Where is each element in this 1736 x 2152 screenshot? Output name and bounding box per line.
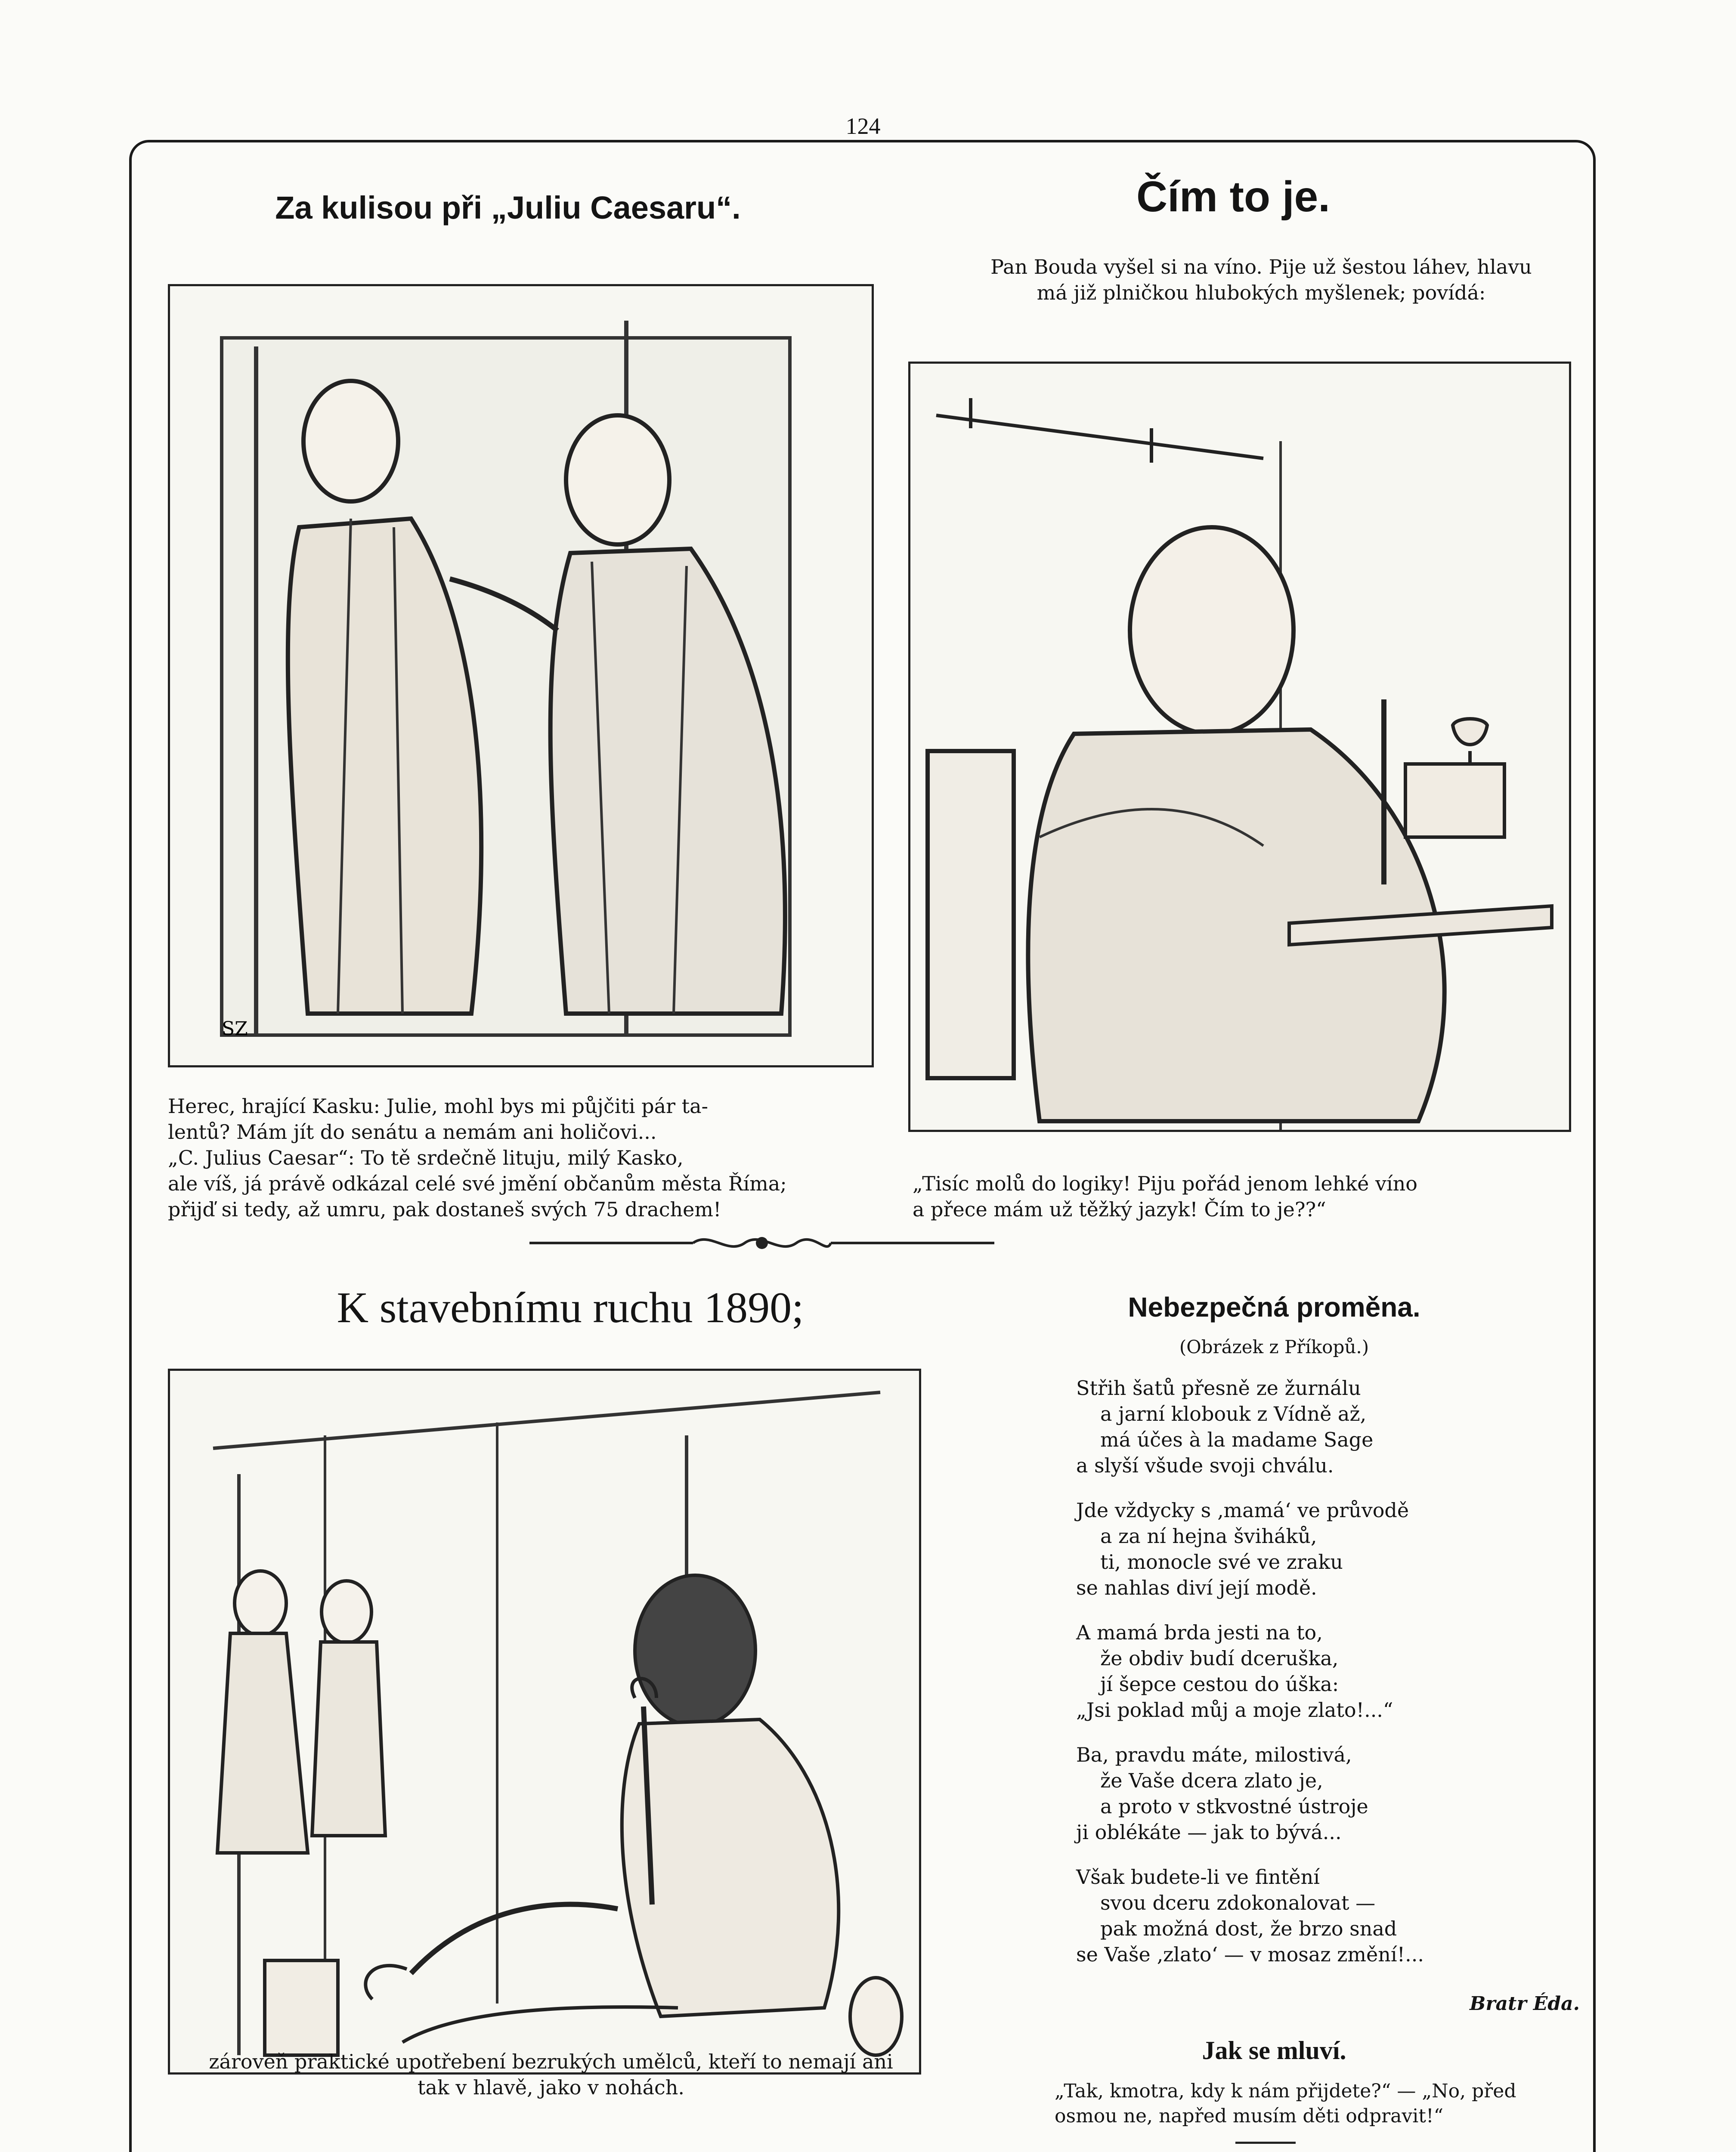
poem-line: Ba, pravdu máte, milostivá, [1076,1743,1352,1766]
poem-line: a slyší všude svoji chválu. [1076,1454,1334,1477]
cartoon1-caption-line: lentů? Mám jít do senátu a nemám ani holičovi... [168,1120,657,1144]
cartoon1-caption-line: ale víš, já právě odkázal celé své jmění občanům města Říma; [168,1172,787,1195]
ornamental-divider [529,1231,994,1255]
artist-monogram: SZ [222,1018,248,1040]
joke-text [1055,2079,1597,2129]
cartoon3-caption-line: tak v hlavě, jako v nohách. [417,2076,685,2099]
poem-author: Bratr Éda. [1470,1993,1580,2015]
cartoon2-title: Čím to je. [1136,173,1331,221]
cartoon2-intro [913,254,1610,306]
cartoon1-caption-line: Herec, hrající Kasku: Julie, mohl bys mi půjčiti pár ta- [168,1095,709,1118]
poem-subtitle: (Obrázek z Příkopů.) [1179,1336,1369,1357]
poem-line: se Vaše ‚zlato‘ — v mosaz změní!... [1076,1943,1424,1966]
poem-line: Však budete-li ve fintění [1076,1865,1320,1889]
cartoon3-caption-line: zároveň praktické upotřebení bezrukých umělců, kteří to nemají ani [209,2050,893,2073]
stanza [1076,1620,1558,1723]
cartoon2-intro-line: má již plničkou hlubokých myšlenek; povídá: [1037,281,1486,304]
cartoon2-caption-line: „Tisíc molů do logiky! Piju pořád jenom lehké víno [913,1172,1417,1195]
poem-line: má účes à la madame Sage [1100,1428,1374,1451]
poem-line: jí šepce cestou do úška: [1100,1673,1339,1696]
cartoon2-caption-line: a přece mám už těžký jazyk! Čím to je??“ [913,1198,1326,1221]
stanza [1076,1864,1558,1967]
cartoon2-intro-line: Pan Bouda vyšel si na víno. Pije už šestou láhev, hlavu [990,255,1532,278]
stanza [1076,1375,1558,1478]
cartoon1-caption [168,1093,878,1222]
poem-line: ji oblékáte — jak to bývá... [1076,1821,1342,1844]
cartoon1-caption-line: „C. Julius Caesar“: To tě srdečně lituju, milý Kasko, [168,1146,684,1169]
stanza [1076,1742,1558,1845]
poem-line: a proto v stkvostné ústroje [1100,1795,1368,1818]
poem-line: pak možná dost, že brzo snad [1100,1917,1397,1940]
cartoon3-caption [181,2049,921,2100]
cartoon1-illustration [168,284,874,1067]
joke-line: osmou ne, napřed musím děti odpravit!“ [1055,2105,1444,2127]
poem-line: že obdiv budí dceruška, [1100,1647,1339,1670]
cartoon3-title: K stavebnímu ruchu 1890; [337,1283,804,1332]
poem-line: svou dceru zdokonalovat — [1100,1891,1376,1914]
poem-title: Nebezpečná proměna. [1128,1292,1420,1323]
joke-line: „Tak, kmotra, kdy k nám přijdete?“ — „No, před [1055,2080,1516,2102]
cartoon3-illustration [168,1369,921,2075]
poem-line: Jde vždycky s ‚mamá‘ ve průvodě [1076,1499,1409,1522]
cartoon1-title: Za kulisou při „Juliu Caesaru“. [275,190,741,226]
poem-line: ti, monocle své ve zraku [1100,1550,1343,1574]
poem-line: že Vaše dcera zlato je, [1100,1769,1323,1792]
poem-line: „Jsi poklad můj a moje zlato!...“ [1076,1698,1393,1722]
poem-line: A mamá brda jesti na to, [1076,1621,1323,1644]
page-number: 124 [845,113,881,139]
stanza [1076,1497,1558,1601]
poem-line: a za ní hejna šviháků, [1100,1524,1317,1548]
poem-line: Střih šatů přesně ze žurnálu [1076,1376,1361,1400]
cartoon2-caption [913,1171,1610,1222]
joke-title: Jak se mluví. [1202,2036,1346,2065]
joke-end-rule [1235,2142,1296,2144]
poem-line: se nahlas diví její modě. [1076,1576,1317,1599]
poem-body [1076,1375,1558,1986]
poem-line: a jarní klobouk z Vídně až, [1100,1402,1367,1425]
cartoon2-illustration [908,362,1571,1132]
cartoon1-caption-line: přijď si tedy, až umru, pak dostaneš svých 75 drachem! [168,1198,721,1221]
